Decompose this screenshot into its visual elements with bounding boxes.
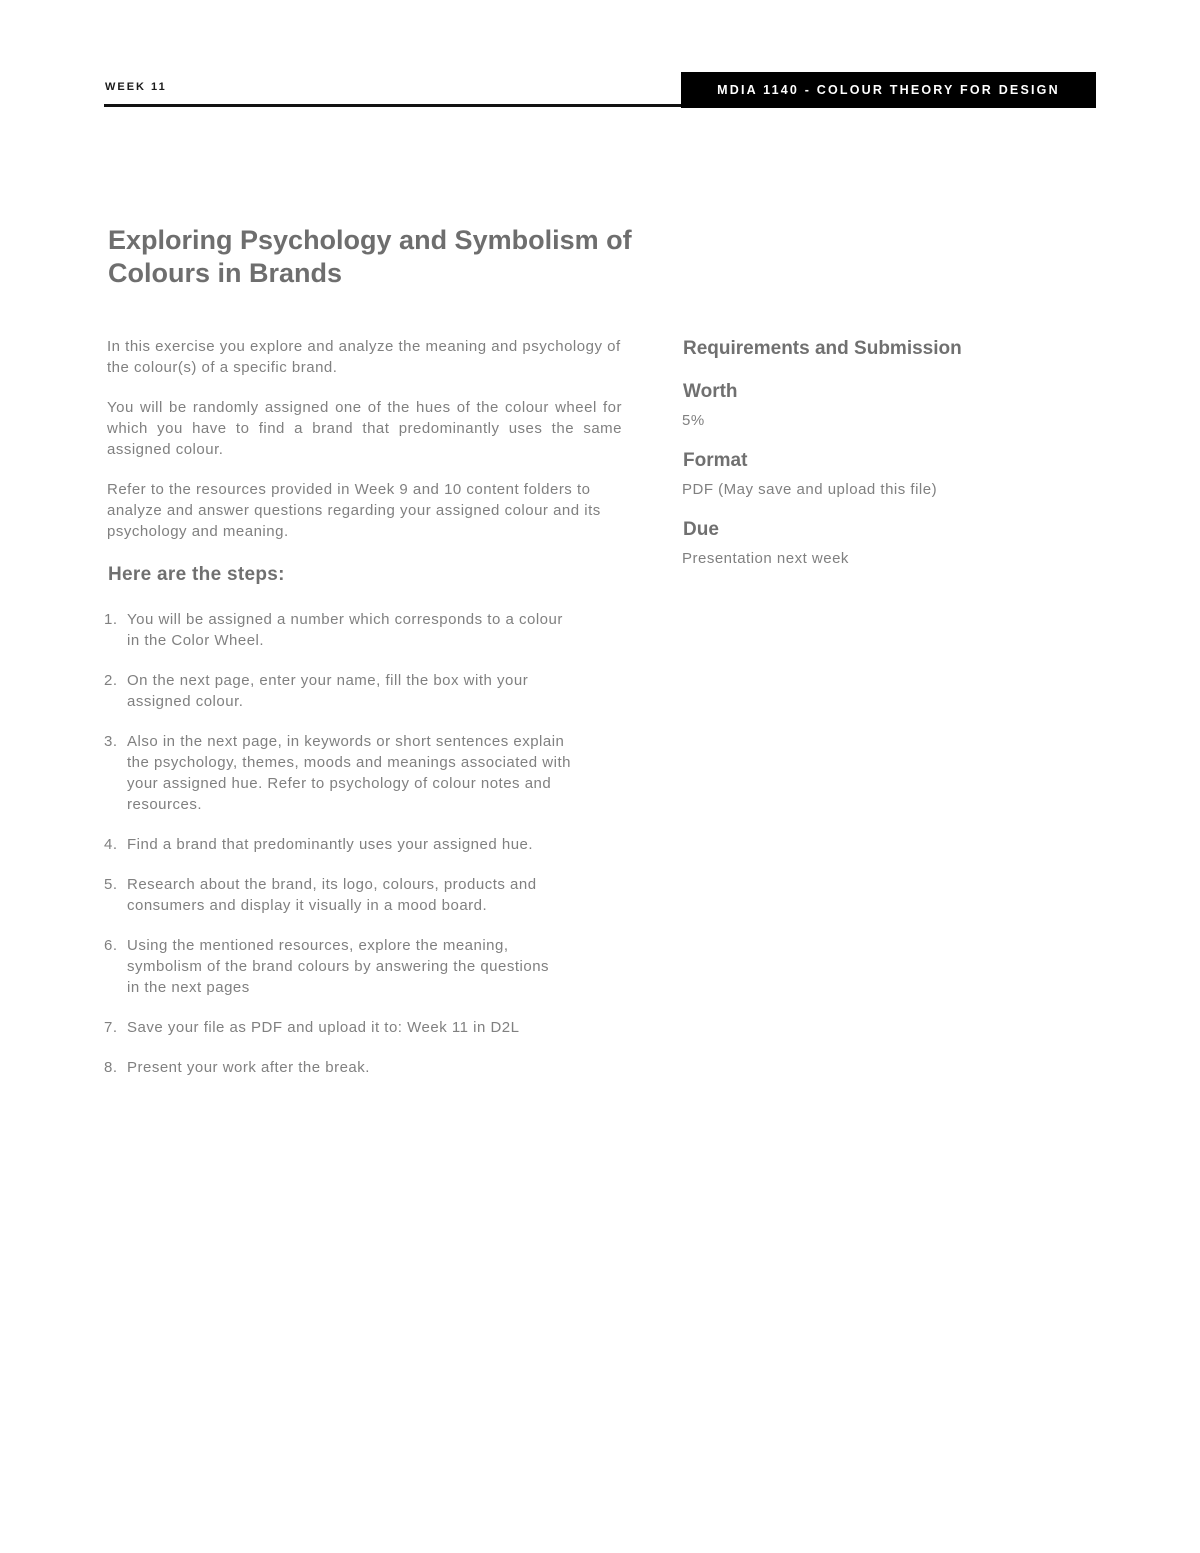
requirements-column: [683, 337, 1063, 587]
worth-value: 5%: [682, 412, 705, 429]
steps-heading: Here are the steps:: [108, 564, 285, 585]
due-value: Presentation next week: [682, 550, 849, 567]
step-number: 2.: [104, 672, 118, 689]
step-number: 4.: [104, 836, 118, 853]
header-week-label: WEEK 11: [105, 81, 167, 93]
format-value: PDF (May save and upload this file): [682, 481, 938, 498]
step-text: Find a brand that predominantly uses your assigned hue.: [127, 836, 534, 853]
step-number: 7.: [104, 1019, 118, 1036]
step-item: [104, 731, 622, 815]
intro-paragraph: Refer to the resources provided in Week 9 and 10 content folders to analyze and answer questions regarding your assigned colour and its psychology and meaning.: [107, 481, 601, 540]
step-text: Research about the brand, its logo, colours, products and consumers and display it visually in a mood board.: [127, 876, 537, 914]
step-text: You will be assigned a number which corresponds to a colour in the Color Wheel.: [127, 611, 563, 649]
step-text: Present your work after the break.: [127, 1059, 370, 1076]
step-item: [104, 874, 622, 916]
step-item: [104, 834, 622, 855]
worth-label: Worth: [683, 381, 738, 402]
step-item: [104, 1017, 622, 1038]
step-number: 3.: [104, 733, 118, 750]
step-item: [104, 609, 622, 651]
step-text: Using the mentioned resources, explore the meaning, symbolism of the brand colours by answering the questions in the next pages: [127, 937, 550, 996]
step-text: On the next page, enter your name, fill the box with your assigned colour.: [127, 672, 529, 710]
instructions-column: [104, 336, 622, 1097]
step-text: Also in the next page, in keywords or short sentences explain the psychology, themes, moods and meanings associated with your assigned hue. Refer to psychology of colour notes and resources.: [127, 733, 571, 813]
page-title: Exploring Psychology and Symbolism of Colours in Brands: [108, 225, 632, 288]
step-number: 8.: [104, 1059, 118, 1076]
intro-paragraph: In this exercise you explore and analyze the meaning and psychology of the colour(s) of a specific brand.: [107, 338, 621, 376]
step-text: Save your file as PDF and upload it to: Week 11 in D2L: [127, 1019, 520, 1036]
step-item: [104, 1057, 622, 1078]
intro-paragraph: You will be randomly assigned one of the hues of the colour wheel for which you have to find a brand that predominantly uses the same assigned colour.: [107, 399, 622, 458]
due-label: Due: [683, 519, 719, 540]
steps-list: [104, 609, 622, 1078]
header-course-banner: MDIA 1140 - COLOUR THEORY FOR DESIGN: [681, 72, 1096, 108]
step-number: 5.: [104, 876, 118, 893]
requirements-heading: Requirements and Submission: [683, 338, 962, 359]
step-number: 1.: [104, 611, 118, 628]
step-item: [104, 670, 622, 712]
step-item: [104, 935, 622, 998]
format-label: Format: [683, 450, 748, 471]
step-number: 6.: [104, 937, 118, 954]
